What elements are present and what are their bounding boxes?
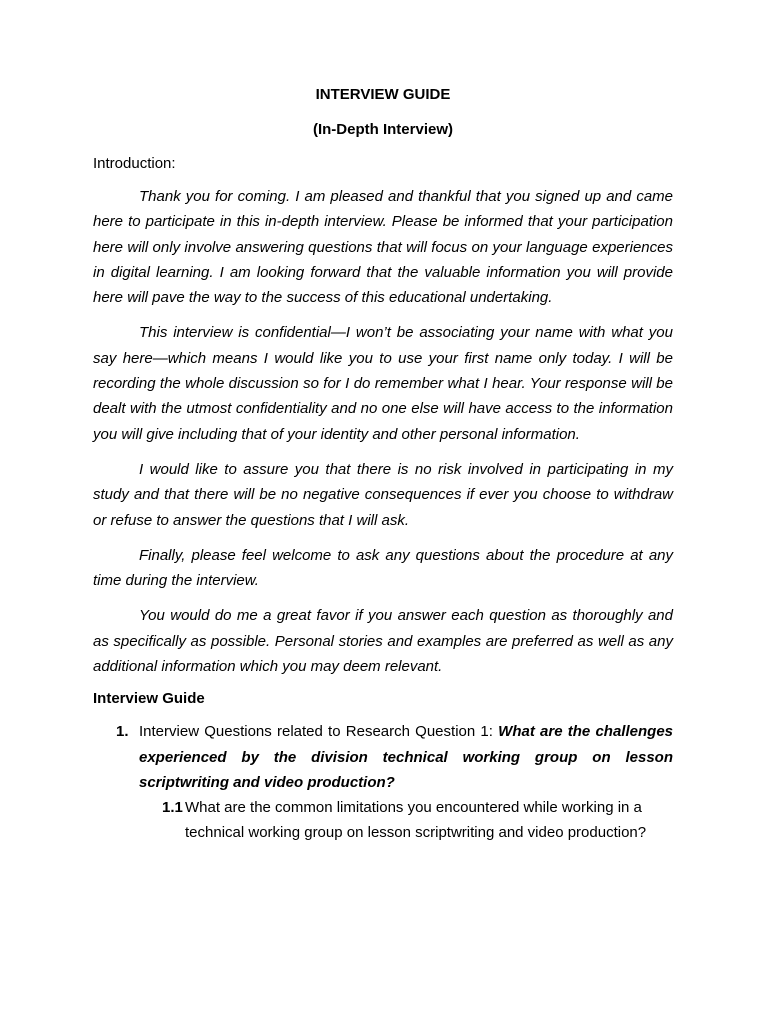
sub-question-item-1-1 [139,795,673,845]
document-subtitle: (In-Depth Interview) [312,121,453,138]
intro-paragraph-confidentiality: This interview is confidential—I won’t be associating your name with what you say here—which means I would like you to use your first name only today. I will be recording the whole discussion so for I do remember what I hear. Your response will be dealt with the utmost confidentiality and no one else will have access to the information you will give including that of your identity and other personal information. [93,324,673,443]
question-item-1 [93,719,673,795]
sub-question-number: 1.1 [162,798,183,816]
sub-question-text: What are the common limitations you encountered while working in a technical working group on lesson scriptwriting and video production? [185,798,647,842]
question-list [93,719,673,845]
document-body [93,85,673,845]
introduction-label: Introduction: [93,155,176,172]
intro-paragraph-answer-thoroughly: You would do me a great favor if you answer each question as thoroughly and as specifically as possible. Personal stories and examples are preferred as well as any additional information which you may deem relevant. [93,607,673,676]
question-number: 1. [116,723,129,741]
intro-paragraph-questions-welcome: Finally, please feel welcome to ask any questions about the procedure at any time during the interview. [93,546,673,590]
interview-guide-heading: Interview Guide [93,690,205,708]
question-lead-text: Interview Questions related to Research Question 1: [139,723,499,741]
intro-paragraph-no-risk: I would like to assure you that there is no risk involved in participating in my study and that there will be no negative consequences if ever you choose to withdraw or refuse to answer the questions that I will ask. [93,460,673,529]
document-title: INTERVIEW GUIDE [315,86,451,103]
intro-paragraph-thanks: Thank you for coming. I am pleased and thankful that you signed up and came here to participate in this in-depth interview. Please be informed that your participation here will only involve answering questions that will focus on your language experiences in digital learning. I am looking forward that the valuable information you will provide here will pave the way to the success of this educational undertaking. [93,188,673,307]
research-question-text: What are the challenges experienced by the division technical working group on lesson scriptwriting and video production? [139,723,673,791]
